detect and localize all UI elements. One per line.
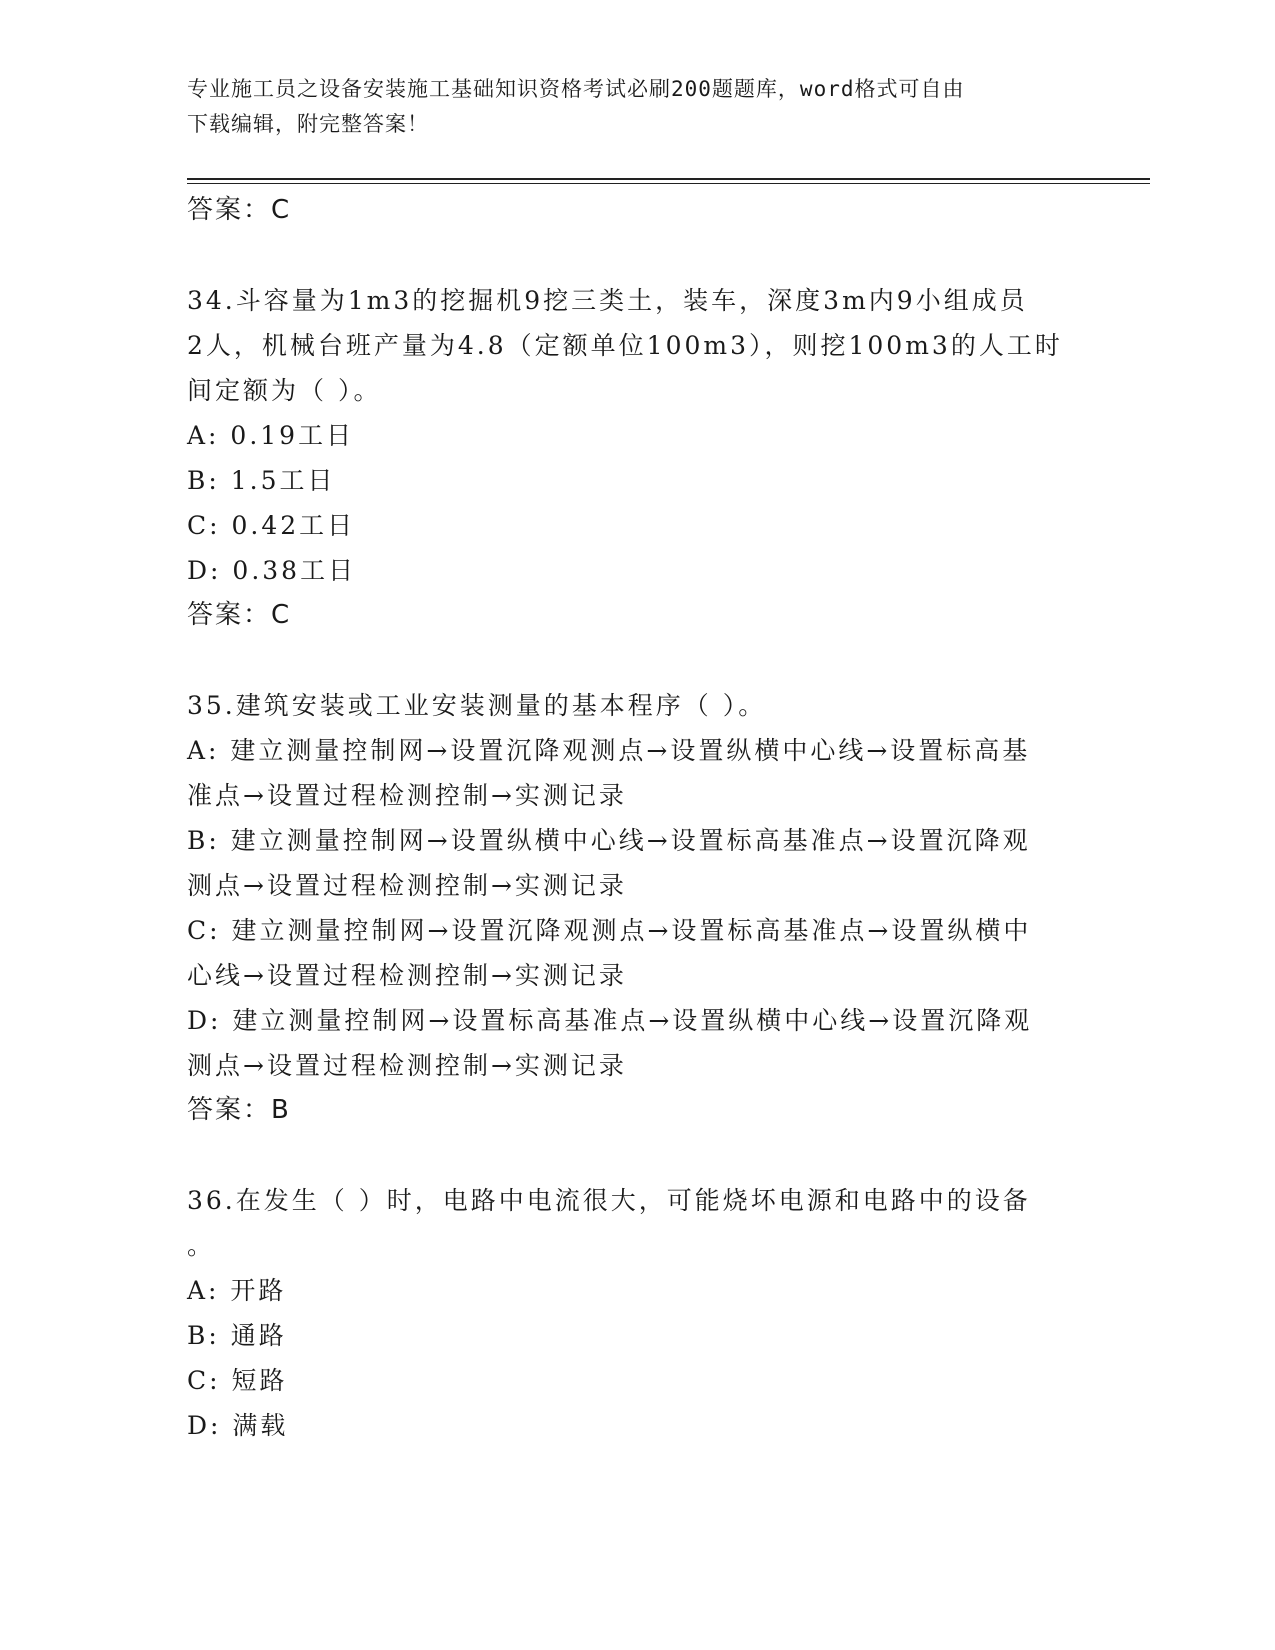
document-header (187, 72, 1087, 142)
option-c-continued: 心线→设置过程检测控制→实测记录 (187, 961, 627, 990)
question-stem-line: 间定额为（ ）。 (187, 376, 382, 405)
option-b-continued: 测点→设置过程检测控制→实测记录 (187, 871, 627, 900)
header-line-2: 下载编辑，附完整答案！ (187, 112, 429, 136)
option-a-continued: 准点→设置过程检测控制→实测记录 (187, 781, 627, 810)
question-35 (187, 683, 1067, 1133)
option-c: C: 0.42工日 (187, 511, 356, 540)
question-stem-line: 。 (187, 1231, 216, 1260)
option-a: A: 0.19工日 (187, 421, 355, 450)
header-line-1: 专业施工员之设备安装施工基础知识资格考试必刷200题题库，word格式可自由 (187, 77, 965, 101)
question-stem-line: 36.在发生（ ）时，电路中电流很大，可能烧坏电源和电路中的设备 (187, 1186, 1031, 1215)
option-c: C: 建立测量控制网→设置沉降观测点→设置标高基准点→设置纵横中 (187, 916, 1032, 945)
header-divider-thick (187, 178, 1150, 180)
question-34 (187, 278, 1067, 638)
spacer (187, 233, 1067, 278)
option-b: B: 1.5工日 (187, 466, 336, 495)
option-a: A: 建立测量控制网→设置沉降观测点→设置纵横中心线→设置标高基 (187, 736, 1031, 765)
answer: 答案：B (187, 1095, 291, 1125)
answer: 答案：C (187, 600, 292, 630)
option-d-continued: 测点→设置过程检测控制→实测记录 (187, 1051, 627, 1080)
question-stem-line: 34.斗容量为1m3的挖掘机9挖三类土，装车，深度3m内9小组成员 (187, 286, 1028, 315)
option-c: C: 短路 (187, 1366, 288, 1395)
option-d: D: 0.38工日 (187, 556, 357, 585)
header-divider-thin (187, 183, 1150, 184)
spacer (187, 1133, 1067, 1178)
option-a: A: 开路 (187, 1276, 287, 1305)
spacer (187, 638, 1067, 683)
option-b: B: 通路 (187, 1321, 287, 1350)
option-d: D: 满载 (187, 1411, 289, 1440)
previous-answer: 答案：C (187, 195, 292, 225)
option-d: D: 建立测量控制网→设置标高基准点→设置纵横中心线→设置沉降观 (187, 1006, 1033, 1035)
question-36 (187, 1178, 1067, 1448)
question-stem-line: 35.建筑安装或工业安装测量的基本程序（ ）。 (187, 691, 767, 720)
question-list (187, 188, 1067, 1448)
option-b: B: 建立测量控制网→设置纵横中心线→设置标高基准点→设置沉降观 (187, 826, 1031, 855)
question-stem-line: 2人，机械台班产量为4.8（定额单位100m3），则挖100m3的人工时 (187, 331, 1063, 360)
